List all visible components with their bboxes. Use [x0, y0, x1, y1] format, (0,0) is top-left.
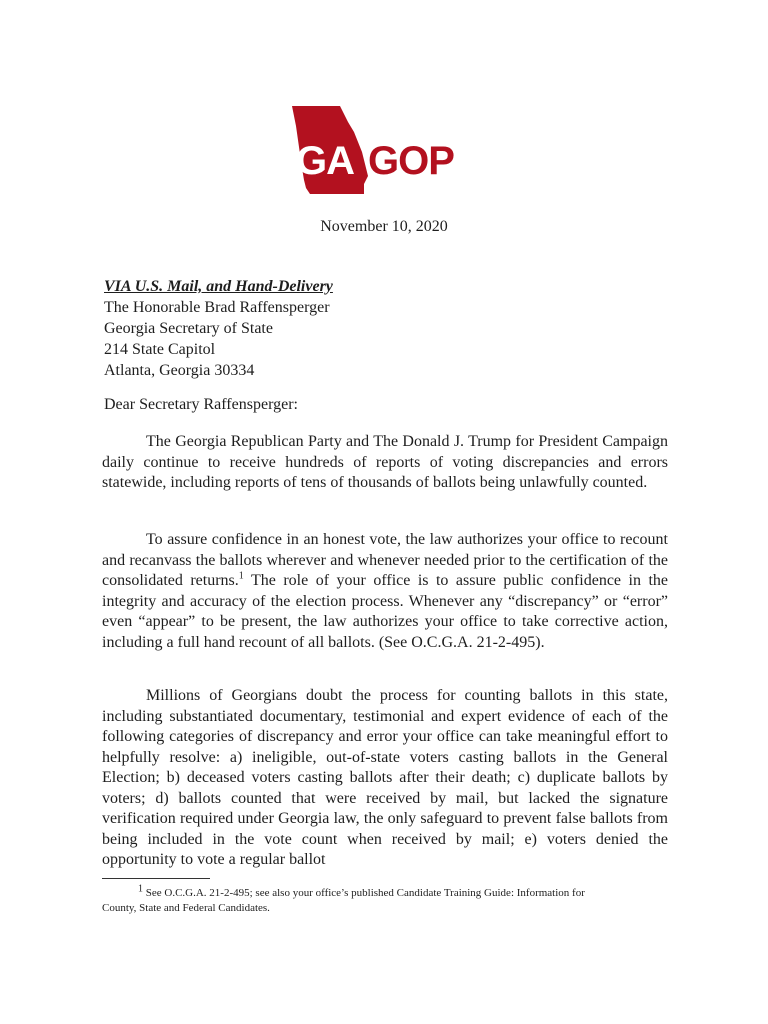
salutation: Dear Secretary Raffensperger: [104, 396, 298, 413]
paragraph-3-text: Millions of Georgians doubt the process for counting ballots in this state, including substantiated documentary, testimonial and expert evidence of each of the following categories of discrepancy and error your office can take meaningful effort to helpfully resolve: a) ineligible, out-of-state voters casting ballots in the General Election; b) deceased voters casting ballots after their death; c) duplicate ballots by voters; d) ballots counted that were received by mail, but lacked the signature verification required under Georgia law, the only safeguard to prevent false ballots from being included in the vote count when received by mail; e) voters denied the opportunity to vote a regular ballot [102, 687, 668, 868]
recipient-address [104, 276, 333, 381]
address-line: 214 State Capitol [104, 341, 216, 358]
paragraph-1-text: The Georgia Republican Party and The Donald J. Trump for President Campaign daily continue to receive hundreds of reports of voting discrepancies and errors statewide, including reports of tens of thousands of ballots being unlawfully counted. [102, 433, 668, 491]
logo-ga-text: GA [296, 139, 354, 183]
footnote-divider [102, 878, 210, 879]
footnote-text: See O.C.G.A. 21-2-495; see also your office’s published Candidate Training Guide: Information for County, State and Federal Candidates. [102, 887, 585, 914]
paragraph-2-text-a: To assure confidence in an honest vote, the law authorizes your office to recount and recanvass the ballots wherever and whenever needed prior to the certification of the consolidated returns. [102, 531, 668, 589]
footnote-reference: 1 [238, 570, 244, 582]
footnote-marker: 1 [138, 883, 143, 895]
delivery-method: VIA U.S. Mail, and Hand-Delivery [104, 278, 333, 295]
address-line: Georgia Secretary of State [104, 320, 273, 337]
footnote [102, 883, 622, 916]
gagop-logo [288, 104, 488, 198]
paragraph-2 [102, 530, 668, 653]
paragraph-3 [102, 686, 668, 871]
paragraph-2-text-b: The role of your office is to assure public confidence in the integrity and accuracy of the election process. Whenever any “discrepancy” or “error” even “appear” to be present, the law authorizes your office to take corrective action, including a full hand recount of all ballots. (See O.C.G.A. 21-2-495). [102, 572, 668, 651]
paragraph-1 [102, 432, 668, 494]
letter-date: November 10, 2020 [320, 218, 448, 235]
georgia-state-shape-icon [288, 104, 488, 198]
address-line: The Honorable Brad Raffensperger [104, 299, 330, 316]
logo-gop-text: GOP [368, 139, 454, 183]
address-line: Atlanta, Georgia 30334 [104, 362, 255, 379]
